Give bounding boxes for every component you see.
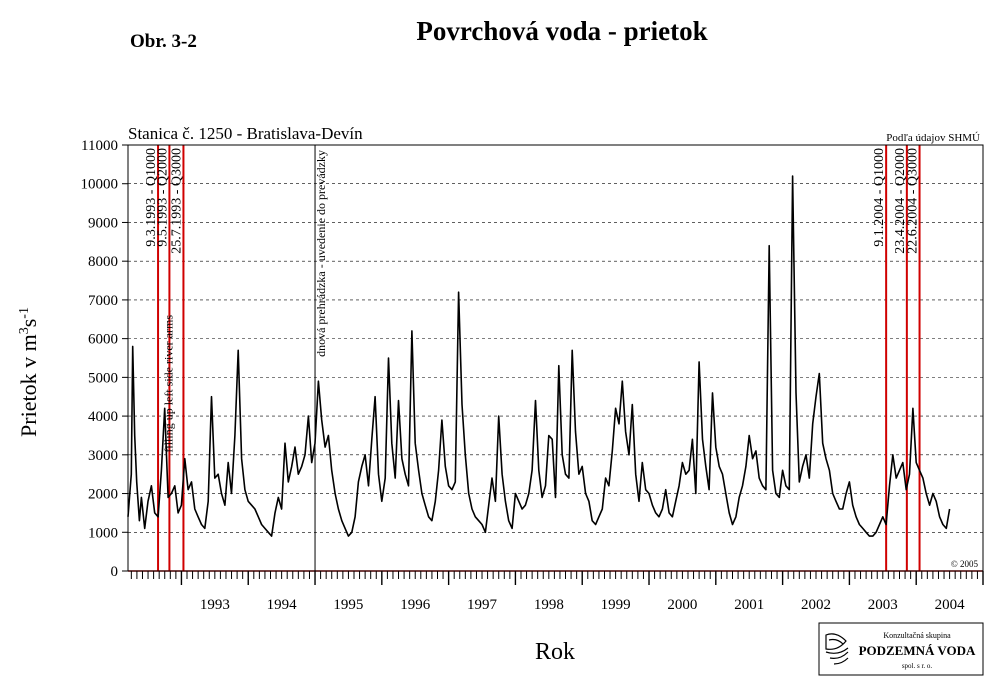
x-tick-label: 2003 <box>867 597 898 613</box>
x-tick-label: 1996 <box>400 597 431 613</box>
station-subtitle: Stanica č. 1250 - Bratislava-Devín <box>128 124 363 143</box>
x-axis-ticks <box>131 571 983 613</box>
y-tick-label: 3000 <box>88 447 118 464</box>
company-logo <box>819 623 983 675</box>
logo-line2: PODZEMNÁ VODA <box>858 643 976 658</box>
page-title: Povrchová voda - prietok <box>416 16 708 46</box>
x-tick-label: 1994 <box>266 597 297 613</box>
y-tick-label: 0 <box>110 564 118 580</box>
y-tick-label: 10000 <box>80 176 118 193</box>
y-tick-label: 6000 <box>88 331 118 348</box>
x-tick-label: 2000 <box>667 597 698 613</box>
event-label: 22.6.2004 - Q3000 <box>905 148 921 254</box>
y-tick-label: 7000 <box>88 292 118 309</box>
y-tick-label: 9000 <box>88 215 118 232</box>
x-tick-label: 2004 <box>934 597 965 613</box>
series-layer <box>128 176 950 536</box>
y-tick-label: 2000 <box>88 486 118 503</box>
y-tick-label: 4000 <box>88 409 118 426</box>
x-axis-label: Rok <box>534 639 576 665</box>
y-tick-label: 1000 <box>88 525 118 542</box>
event-label: 9.1.2004 - Q1000 <box>872 148 888 247</box>
x-tick-label: 1993 <box>199 597 230 613</box>
y-tick-label: 11000 <box>81 138 118 154</box>
logo-line1: Konzultačná skupina <box>883 631 951 640</box>
x-tick-label: 1999 <box>600 597 631 613</box>
y-tick-label: 8000 <box>88 254 118 271</box>
plot-frame <box>128 145 983 571</box>
figure-label: Obr. 3-2 <box>130 31 197 52</box>
annotation-label: filling up left side river arms <box>161 315 176 453</box>
y-axis-label: Prietok v $m^3s^{-1}$ <box>16 307 41 437</box>
discharge-series-line <box>128 176 950 536</box>
annotations-layer <box>162 145 328 571</box>
source-note: Podľa údajov SHMÚ <box>886 132 980 144</box>
x-tick-label: 2001 <box>734 597 765 613</box>
y-axis-ticks <box>81 138 129 580</box>
annotation-label: dnová prehrádzka - uvedenie do prevádzky <box>314 150 329 357</box>
event-lines <box>128 145 983 571</box>
x-tick-label: 1998 <box>533 597 564 613</box>
copyright-note: © 2005 <box>950 559 978 569</box>
x-tick-label: 1997 <box>467 597 498 613</box>
event-label: 23.4.2004 - Q2000 <box>892 148 908 254</box>
event-label: 9.3.1993 - Q1000 <box>144 148 160 247</box>
x-tick-label: 1995 <box>333 597 364 613</box>
y-tick-label: 5000 <box>88 370 118 387</box>
x-tick-label: 2002 <box>801 597 832 613</box>
event-label: 9.5.1993 - Q2000 <box>155 148 171 247</box>
logo-line3: spol. s r. o. <box>901 662 933 670</box>
event-label: 25.7.1993 - Q3000 <box>169 148 185 254</box>
